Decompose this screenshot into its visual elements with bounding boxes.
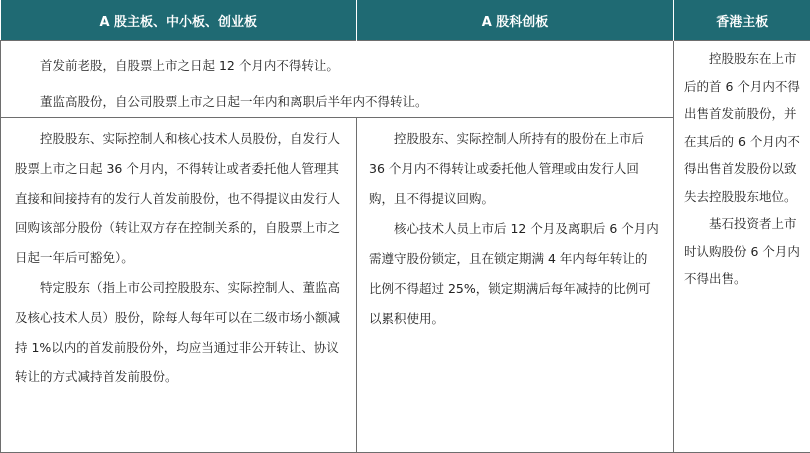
header-star-market: A 股科创板 bbox=[357, 0, 674, 41]
header-row bbox=[1, 0, 810, 41]
star-rules-cell bbox=[357, 118, 674, 453]
hk-rule-controlling: 控股股东在上市后的首 6 个月内不得出售首发前股份，并在其后的 6 个月内不得出售首发股份以致失去控股股东地位。 bbox=[684, 51, 800, 204]
hk-rule-cornerstone: 基石投资者上市时认购股份 6 个月内不得出售。 bbox=[684, 216, 800, 286]
common-rules-cell bbox=[1, 41, 674, 118]
mainboard-rule-specific-holders: 特定股东（指上市公司控股股东、实际控制人、董监高及核心技术人员）股份，除每人每年可以在二级市场小额减持 1%以内的首发前股份外，均应当通过非公开转让、协议转让的方式减持首发前股份。 bbox=[15, 279, 341, 385]
star-rule-controlling: 控股股东、实际控制人所持有的股份在上市后 36 个月内不得转让或委托他人管理或由发行人回购，且不得提议回购。 bbox=[369, 131, 645, 206]
header-hk-mainboard: 香港主板 bbox=[674, 0, 810, 41]
common-rules-row bbox=[1, 41, 810, 118]
star-rule-core-tech: 核心技术人员上市后 12 个月及离职后 6 个月内需遵守股份锁定，且在锁定期满 4 年内每年转让的比例不得超过 25%，锁定期满后每年减持的比例可以累积使用。 bbox=[369, 221, 659, 326]
mainboard-rules-cell bbox=[1, 118, 357, 453]
hk-rules-cell bbox=[674, 41, 810, 453]
common-rule-directors: 董监高股份，自公司股票上市之日起一年内和离职后半年内不得转让。 bbox=[40, 94, 428, 109]
mainboard-rule-controlling: 控股股东、实际控制人和核心技术人员股份，自发行人股票上市之日起 36 个月内，不得转让或者委托他人管理其直接和间接持有的发行人首发前股份，也不得提议由发行人回购该部分股份（转让双方存在控制关系的，自股票上市之日起一年后可豁免）。 bbox=[15, 131, 341, 266]
common-rule-pre-ipo: 首发前老股，自股票上市之日起 12 个月内不得转让。 bbox=[40, 58, 339, 73]
header-mainboard: A 股主板、中小板、创业板 bbox=[1, 0, 357, 41]
